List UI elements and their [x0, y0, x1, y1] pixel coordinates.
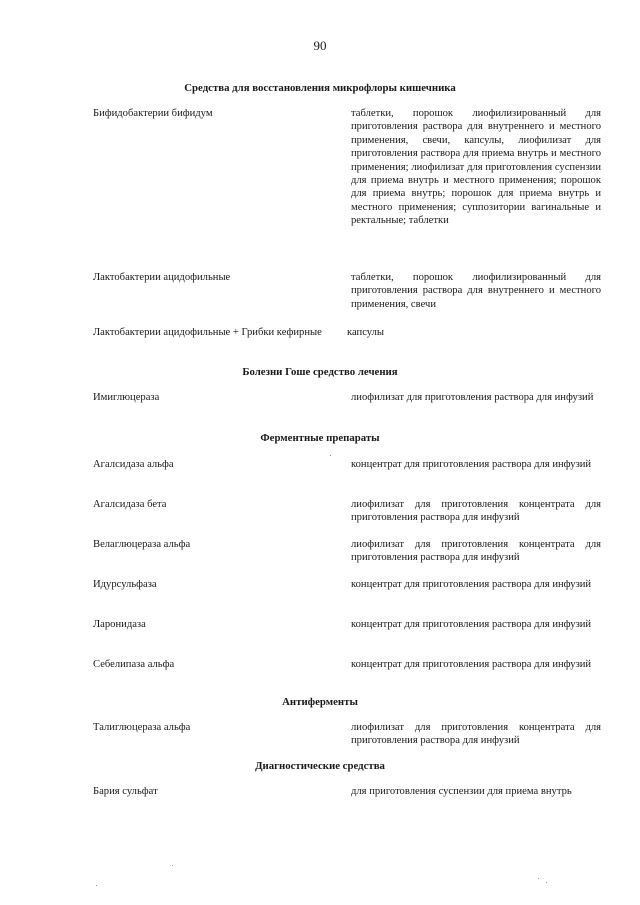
drug-name: Талиглюцераза альфа	[93, 722, 191, 733]
section-heading-diagnostics: Диагностические средства	[255, 760, 385, 772]
drug-form: таблетки, порошок лиофилизированный для приготовления раствора для внутреннего и местного применения, свечи, капсулы, лиофилизат для приготовления раствора для приема внутрь и местного применения; лиофилизат для приготовления суспензии для приема внутрь и местного применения; порошок для приема внутрь; порошок для приема внутрь и местного применения; суппозитории вагинальные и ректальные; таблетки	[351, 108, 601, 227]
section-heading-enzymes: Ферментные препараты	[260, 432, 380, 444]
scan-speck	[96, 885, 97, 886]
section-heading-antienzymes: Антиферменты	[282, 696, 358, 708]
page-number: 90	[313, 38, 327, 53]
drug-form: концентрат для приготовления раствора для инфузий	[351, 459, 592, 470]
drug-name: Бария сульфат	[93, 786, 158, 797]
drug-name: Лактобактерии ацидофильные + Грибки кефирные	[93, 327, 322, 338]
drug-form: лиофилизат для приготовления концентрата для приготовления раствора для инфузий	[351, 539, 601, 564]
drug-form: таблетки, порошок лиофилизированный для приготовления раствора для внутреннего и местного применения, свечи	[351, 272, 601, 310]
scan-speck	[330, 455, 331, 456]
drug-form: концентрат для приготовления раствора для инфузий	[351, 619, 592, 630]
section-heading-gaucher: Болезни Гоше средство лечения	[242, 366, 398, 378]
drug-name: Бифидобактерии бифидум	[93, 108, 213, 119]
scan-speck	[546, 882, 547, 883]
drug-form: лиофилизат для приготовления концентрата для приготовления раствора для инфузий	[351, 499, 601, 524]
drug-form: лиофилизат для приготовления концентрата для приготовления раствора для инфузий	[351, 722, 601, 747]
drug-name: Ларонидаза	[93, 619, 146, 630]
drug-name: Велаглюцераза альфа	[93, 539, 191, 550]
drug-form: капсулы	[347, 327, 385, 338]
drug-name: Идурсульфаза	[93, 579, 157, 590]
drug-name: Агалсидаза бета	[93, 499, 167, 510]
drug-form: лиофилизат для приготовления раствора для инфузий	[351, 392, 594, 403]
drug-form: концентрат для приготовления раствора для инфузий	[351, 659, 592, 670]
scan-speck	[538, 878, 539, 879]
drug-name: Агалсидаза альфа	[93, 459, 174, 470]
drug-name: Себелипаза альфа	[93, 659, 175, 670]
drug-form: для приготовления суспензии для приема внутрь	[351, 786, 572, 797]
scan-speck	[172, 865, 173, 866]
section-heading-microflora: Средства для восстановления микрофлоры кишечника	[184, 82, 456, 94]
drug-form: концентрат для приготовления раствора для инфузий	[351, 579, 592, 590]
drug-name: Имиглюцераза	[93, 392, 160, 403]
drug-name: Лактобактерии ацидофильные	[93, 272, 231, 283]
